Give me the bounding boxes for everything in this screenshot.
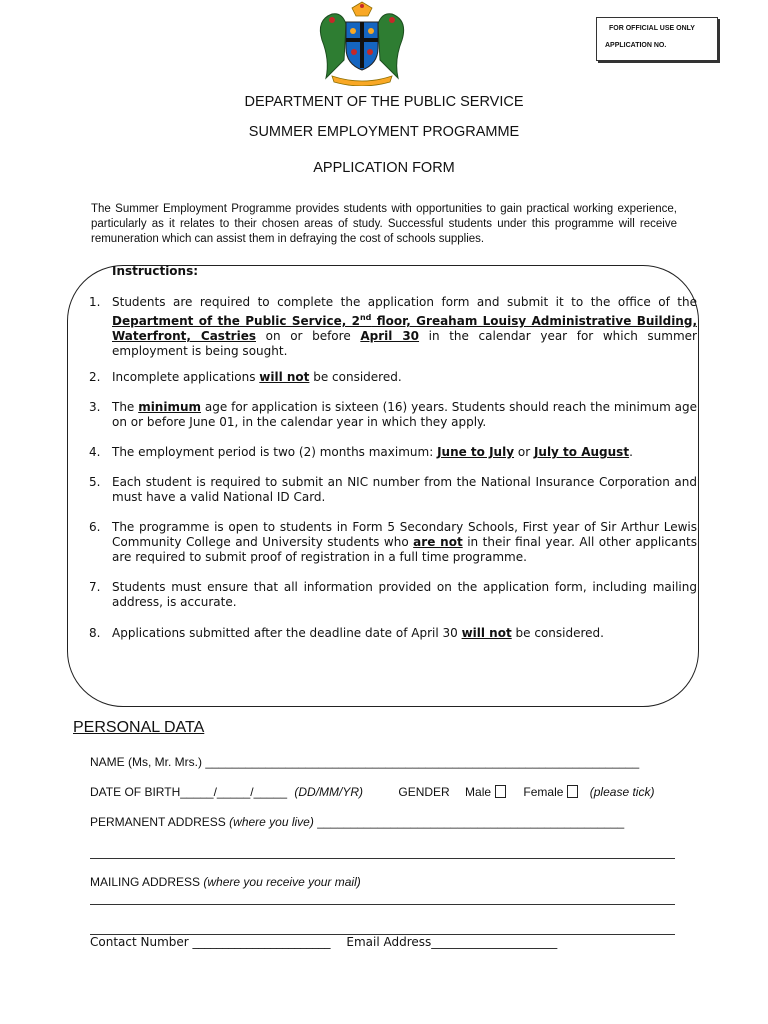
email-address-field[interactable]: Email Address_____________________ (346, 935, 558, 949)
contact-row (90, 935, 557, 949)
official-use-label: FOR OFFICIAL USE ONLY (609, 25, 695, 32)
female-checkbox[interactable] (567, 785, 578, 798)
mailing-address-row (90, 875, 361, 889)
contact-number-field[interactable]: Contact Number _______________________ (90, 935, 331, 949)
coat-of-arms-emblem (312, 0, 412, 86)
name-field[interactable] (90, 755, 639, 769)
instruction-item-1: 1. Students are required to complete the application form and submit it to the office of the Department of the Public Service, 2nd floor, Greaham Louisy Administrative Building, Waterfront, Castries on or before April 30 in the calendar year for which summer employment is being sought. (89, 295, 697, 358)
mailing-address-label: MAILING ADDRESS (90, 875, 201, 889)
gender-label: GENDER (398, 785, 450, 799)
please-tick-hint: (please tick) (589, 785, 655, 799)
mailing-address-hint: (where you receive your mail) (203, 875, 361, 889)
application-no-label: APPLICATION NO. (605, 42, 667, 49)
form-title: APPLICATION FORM (313, 160, 455, 176)
permanent-address-field[interactable]: ______________________________________________ (317, 815, 625, 829)
female-label: Female (523, 785, 564, 799)
instruction-item-4: 4. The employment period is two (2) months maximum: June to July or July to August. (89, 445, 633, 459)
dob-gender-row (90, 785, 654, 799)
instruction-item-6: 6. The programme is open to students in Form 5 Secondary Schools, First year of Sir Arthur Lewis Community College and University students who are not in their final year. All other applicants are required to submit proof of registration in a full time programme. (89, 520, 698, 564)
intro-paragraph: The Summer Employment Programme provides students with opportunities to gain practical working experience, particularly as it relates to their chosen areas of study. Successful students under this programme will receive remuneration which can assist them in defraying the cost of schools supplies. (91, 203, 677, 245)
name-label: NAME (Ms, Mr. Mrs.) _________________________________________________________________ (90, 755, 640, 769)
instructions-title: Instructions: (112, 264, 199, 278)
permanent-address-line-2[interactable] (90, 858, 675, 859)
department-heading: DEPARTMENT OF THE PUBLIC SERVICE (244, 94, 524, 110)
permanent-address-row (90, 815, 624, 829)
instruction-item-5: 5. Each student is required to submit an NIC number from the National Insurance Corporation and must have a valid National ID Card. (89, 475, 697, 504)
personal-data-heading: PERSONAL DATA (73, 719, 205, 736)
instruction-item-8: 8. Applications submitted after the deadline date of April 30 will not be considered. (89, 626, 604, 640)
dob-field[interactable]: DATE OF BIRTH_____/_____/_____ (90, 785, 288, 799)
permanent-address-hint: (where you live) (229, 815, 314, 829)
male-checkbox[interactable] (495, 785, 506, 798)
instruction-item-2: 2. Incomplete applications will not be considered. (89, 370, 402, 384)
mailing-address-line-1[interactable] (90, 904, 675, 905)
instruction-item-7: 7. Students must ensure that all information provided on the application form, including mailing address, is accurate. (89, 580, 697, 609)
instruction-item-3: 3. The minimum age for application is sixteen (16) years. Students should reach the minimum age on or before June 01, in the calendar year in which they apply. (89, 400, 697, 429)
male-label: Male (465, 785, 492, 799)
permanent-address-label: PERMANENT ADDRESS (90, 815, 226, 829)
official-use-box (596, 17, 718, 61)
dob-format-hint: (DD/MM/YR) (294, 785, 364, 799)
programme-heading: SUMMER EMPLOYMENT PROGRAMME (248, 124, 520, 140)
